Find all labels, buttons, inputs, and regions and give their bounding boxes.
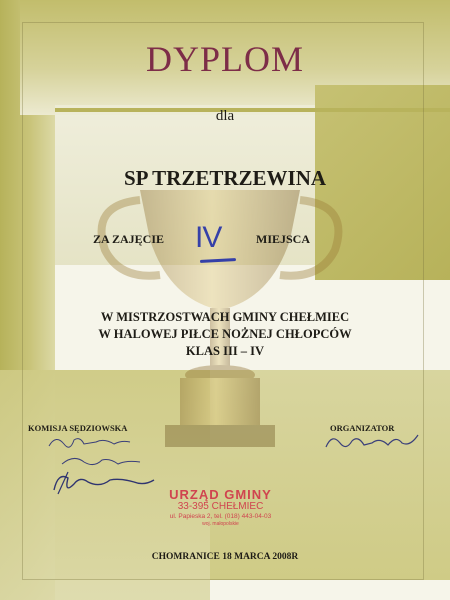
- place-and-date: CHOMRANICE 18 MARCA 2008R: [151, 552, 299, 562]
- stamp-line: URZĄD GMINY: [169, 487, 272, 502]
- place-suffix: MIEJSCA: [256, 232, 311, 246]
- organizer-label: ORGANIZATOR: [330, 423, 395, 433]
- place-statement: [0, 221, 450, 265]
- place-value-handwritten: IV: [195, 221, 222, 254]
- recipient-name: SP TRZETRZEWINA: [123, 166, 327, 190]
- stamp-line: 33-395 CHEŁMIEC: [177, 501, 264, 512]
- event-line: W HALOWEJ PIŁCE NOŻNEJ CHŁOPCÓW: [98, 327, 352, 341]
- stamp-line: ul. Papieska 2, tel. (018) 443-04-03: [169, 513, 272, 520]
- place-underline: [200, 258, 236, 263]
- stamp-line: woj. małopolskie: [202, 521, 239, 527]
- jury-label: KOMISJA SĘDZIOWSKA: [28, 423, 128, 433]
- event-line: KLAS III – IV: [185, 344, 265, 358]
- diploma-title: DYPLOM: [145, 39, 304, 79]
- place-prefix: ZA ZAJĘCIE: [93, 232, 165, 246]
- dedication-word: dla: [215, 108, 235, 124]
- office-stamp: [158, 488, 283, 540]
- jury-signatures-icon: [44, 432, 164, 502]
- organizer-signature-icon: [322, 425, 422, 455]
- event-line: W MISTRZOSTWACH GMINY CHEŁMIEC: [100, 310, 350, 324]
